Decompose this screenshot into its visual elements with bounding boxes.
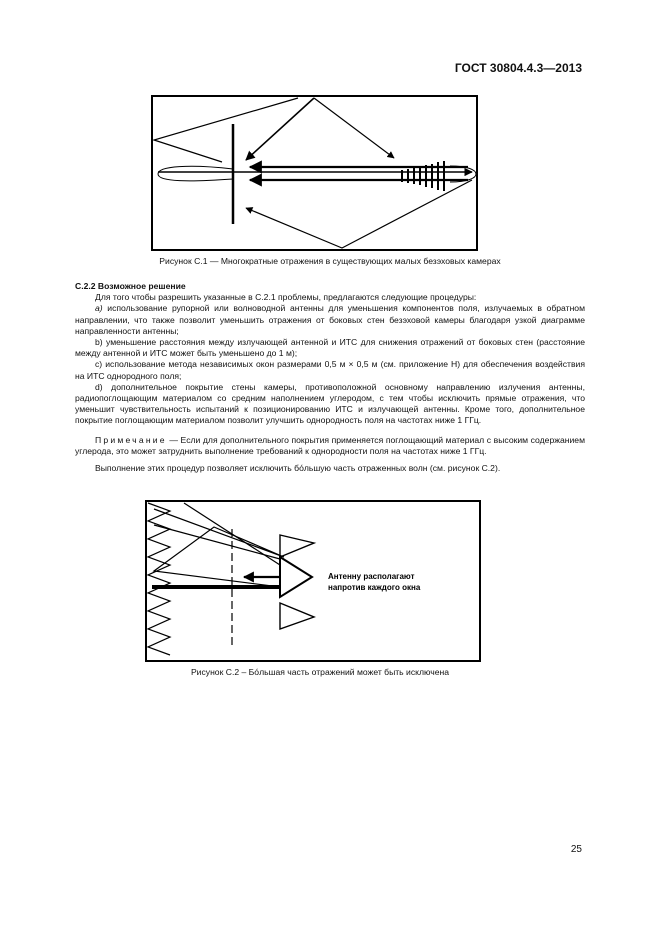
page-number: 25 (570, 844, 582, 855)
antenna-label-line1: Антенну располагают (328, 572, 415, 581)
reflection-top-right (314, 98, 394, 158)
list-item-d: d) дополнительное покрытие стены камеры, противоположной основному направлению излучения антенны, радиопоглощающим материалом со средним наполнением углеродом, с тем чтобы исключить прямые отражения, что уменьшит чувствительность испытаний к позиционированию ИТС и излучающей антенны. Кроме того, дополнительное покрытие поглощающим материалом позволит улучшить однородность поля на частотах ниже 1 ГГц. (75, 381, 585, 426)
figure-c1-caption: Рисунок С.1 — Многократные отражения в существующих малых безэховых камерах (159, 256, 501, 266)
chamber-outline (152, 96, 477, 250)
note-paragraph (75, 435, 585, 457)
horn-antenna-bottom (280, 603, 314, 629)
figure-c2-caption: Рисунок С.2 – Бо́льшая часть отражений может быть исключена (190, 667, 450, 677)
reflection-line-2 (154, 525, 280, 559)
figure-c2-diagram (144, 499, 484, 663)
section-intro: Для того чтобы разрешить указанные в С.2.1 проблемы, предлагаются следующие процедуры: (95, 292, 477, 303)
list-item-c: c) использование метода независимых окон размерами 0,5 м × 0,5 м (см. приложение Н) для обеспечения воздействия на ИТС однородного поля; (75, 359, 585, 381)
list-item-a: a) использование рупорной или волноводной антенны для уменьшения компонентов поля, излучаемых в обратном направлении, что также позволит уменьшить отражения от боковых стен безэховой камеры благодаря узкой диаграмме направленности антенны; (75, 303, 585, 336)
antenna-label-line2: напротив каждого окна (328, 583, 421, 592)
horn-antenna-top (280, 535, 314, 557)
list-item-b: b) уменьшение расстояния между излучающей антенной и ИТС для снижения отражений от боковых стен (расстояние между антенной и ИТС может быть уменьшено до 1 м); (75, 337, 585, 359)
figure-c1-diagram (150, 94, 482, 254)
reflection-top-left (154, 98, 298, 162)
note-label: Примечание (95, 434, 167, 445)
document-header: ГОСТ 30804.4.3—2013 (454, 61, 582, 75)
reflection-bottom-right (246, 180, 472, 248)
section-c22 (75, 281, 585, 474)
conclusion-paragraph: Выполнение этих процедур позволяет исключить бо́льшую часть отраженных волн (см. рисунок С.2). (95, 463, 501, 474)
antenna-comb (402, 161, 444, 191)
section-heading: С.2.2 Возможное решение (75, 281, 186, 291)
reflection-lines (154, 509, 284, 587)
reflection-top-arrow (246, 98, 314, 160)
horn-antenna-main (280, 557, 312, 597)
backward-lobe (158, 166, 233, 181)
note-text: — Если для дополнительного покрытия применяется поглощающий материал с высоким содержанием углерода, это может затруднить выполнение требований к однородности поля на частотах ниже 1 ГГц. (75, 434, 585, 456)
